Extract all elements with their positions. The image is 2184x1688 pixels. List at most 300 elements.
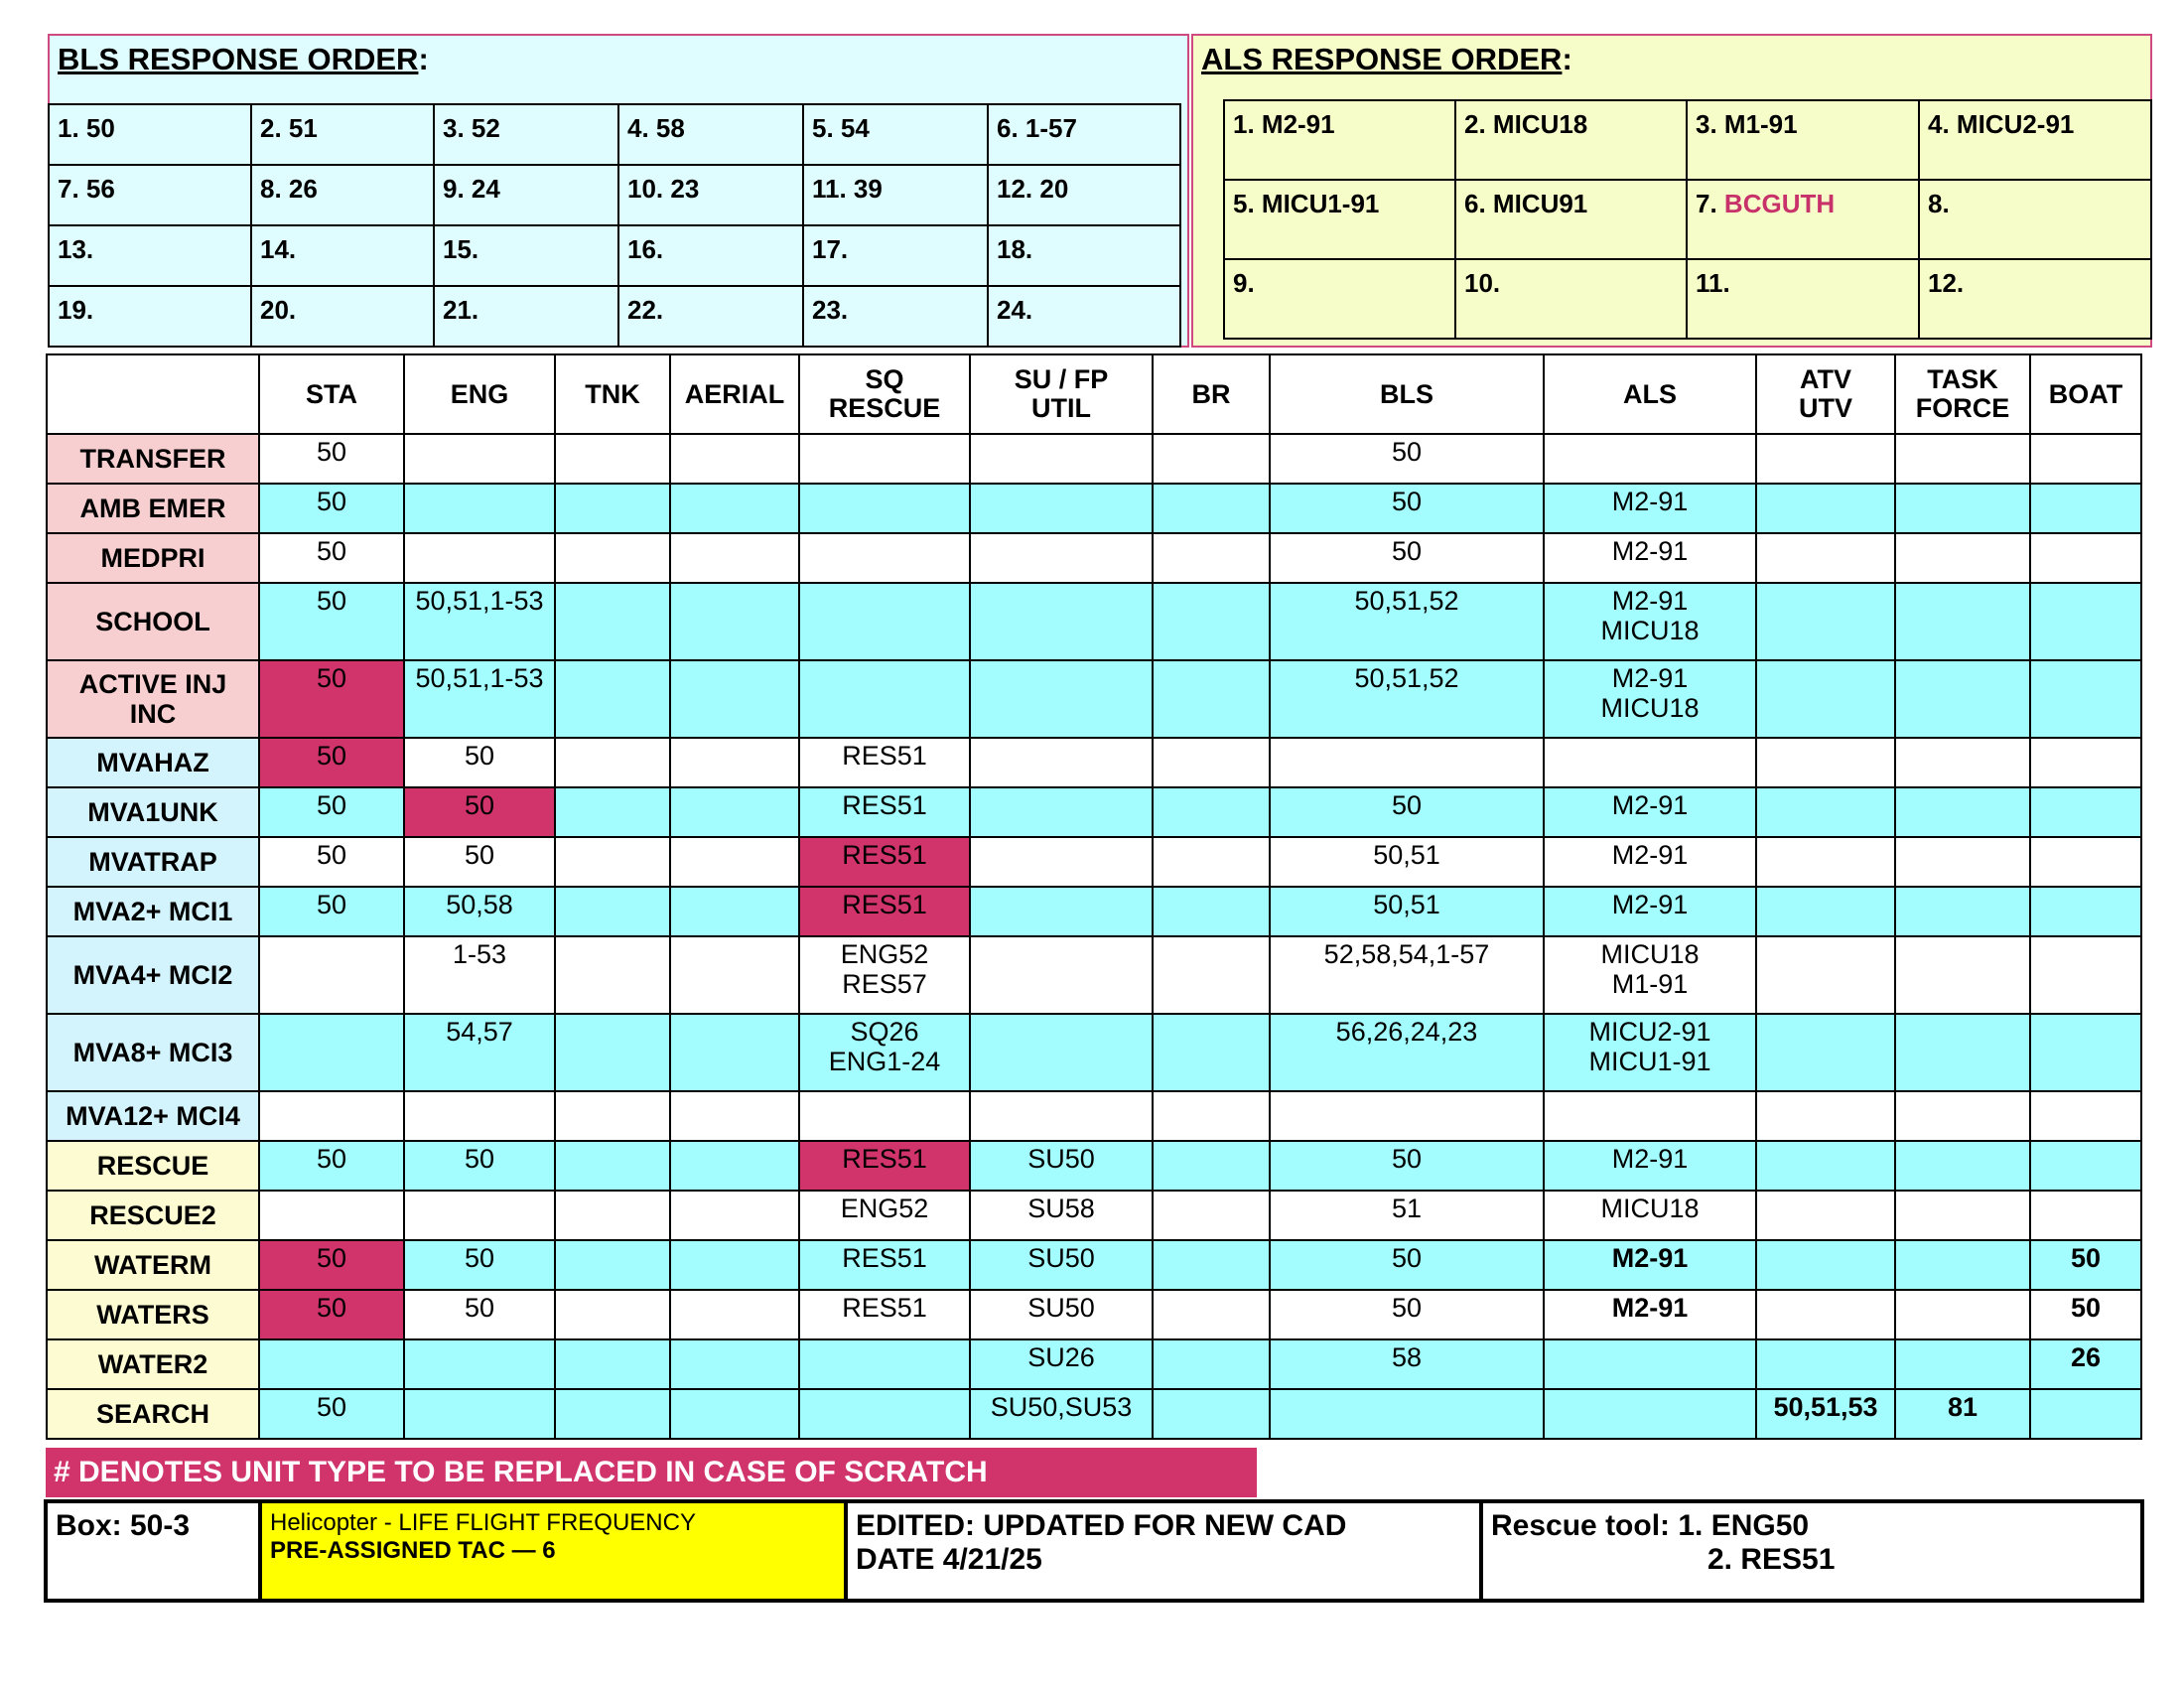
table-cell xyxy=(555,1339,670,1389)
table-cell xyxy=(1895,1091,2030,1141)
footer-table xyxy=(44,1499,2144,1603)
table-cell: RES51 xyxy=(799,787,970,837)
cell-line: MICU18 xyxy=(1600,939,1700,969)
table-cell xyxy=(1895,787,2030,837)
bls-order-cell: 15. xyxy=(434,225,618,286)
table-cell: 50 xyxy=(259,533,404,583)
bls-order-cell: 22. xyxy=(618,286,803,347)
cell-line: MICU2-91 xyxy=(1588,1017,1711,1047)
table-row xyxy=(47,1290,2141,1339)
box-number: Box: 50-3 xyxy=(46,1501,260,1601)
bls-order-cell: 8. 26 xyxy=(251,165,434,225)
als-order-cell: 9. xyxy=(1224,259,1455,339)
table-cell xyxy=(555,1014,670,1091)
table-cell xyxy=(670,1339,799,1389)
table-cell xyxy=(970,434,1153,484)
als-order-cell: 8. xyxy=(1919,180,2151,259)
table-row xyxy=(47,787,2141,837)
table-cell: 50 xyxy=(404,787,555,837)
table-cell xyxy=(2030,1141,2141,1191)
table-cell xyxy=(2030,936,2141,1014)
table-row xyxy=(47,533,2141,583)
table-row xyxy=(47,434,2141,484)
cell-line: ENG xyxy=(450,378,509,409)
table-cell xyxy=(1756,1290,1895,1339)
bls-order-cell: 12. 20 xyxy=(988,165,1180,225)
bls-order-row xyxy=(49,286,1180,347)
table-cell xyxy=(1756,1191,1895,1240)
cell-line: MICU1-91 xyxy=(1588,1047,1711,1076)
edited-line: EDITED: UPDATED FOR NEW CAD xyxy=(856,1509,1347,1542)
column-header xyxy=(799,354,970,434)
cell-line: SU / FP xyxy=(1014,364,1109,394)
table-cell xyxy=(259,1014,404,1091)
table-cell xyxy=(1895,434,2030,484)
table-cell xyxy=(2030,1191,2141,1240)
table-cell xyxy=(1756,583,1895,660)
table-cell xyxy=(1756,738,1895,787)
bls-order-row xyxy=(49,104,1180,165)
table-row xyxy=(47,1091,2141,1141)
row-label: MVAHAZ xyxy=(47,738,259,787)
cell-line: SQ26 xyxy=(850,1017,919,1047)
cell-line: MICU18 xyxy=(1600,693,1700,723)
table-cell xyxy=(670,787,799,837)
cell-line: RESCUE xyxy=(828,393,941,423)
table-cell: 50,51,53 xyxy=(1756,1389,1895,1439)
table-cell xyxy=(1270,1091,1544,1141)
table-cell xyxy=(555,887,670,936)
table-cell xyxy=(1895,660,2030,738)
cell-line: M2-91 xyxy=(1611,663,1689,693)
table-cell xyxy=(1153,738,1270,787)
table-cell xyxy=(404,484,555,533)
bls-order-cell: 3. 52 xyxy=(434,104,618,165)
table-cell xyxy=(555,1141,670,1191)
table-cell: 50,51 xyxy=(1270,887,1544,936)
table-cell xyxy=(555,738,670,787)
table-cell xyxy=(555,1389,670,1439)
table-cell xyxy=(1895,1014,2030,1091)
cell-line: STA xyxy=(306,378,357,409)
row-label: RESCUE2 xyxy=(47,1191,259,1240)
row-label: MVA4+ MCI2 xyxy=(47,936,259,1014)
table-cell: 50 xyxy=(2030,1240,2141,1290)
table-cell xyxy=(970,787,1153,837)
table-row xyxy=(47,660,2141,738)
table-cell xyxy=(670,1014,799,1091)
table-cell xyxy=(799,660,970,738)
table-cell: 1-53 xyxy=(404,936,555,1014)
table-cell: 50 xyxy=(259,1389,404,1439)
column-header xyxy=(670,354,799,434)
table-cell xyxy=(670,1191,799,1240)
table-cell: 50 xyxy=(259,434,404,484)
table-cell: 50 xyxy=(1270,1141,1544,1191)
table-cell xyxy=(670,583,799,660)
table-row xyxy=(47,1240,2141,1290)
table-row xyxy=(47,1141,2141,1191)
table-cell xyxy=(1153,1290,1270,1339)
table-cell: SU50 xyxy=(970,1240,1153,1290)
table-cell xyxy=(1544,1339,1756,1389)
table-cell xyxy=(1153,887,1270,936)
table-cell xyxy=(1895,583,2030,660)
table-row xyxy=(47,837,2141,887)
table-cell: 51 xyxy=(1270,1191,1544,1240)
row-label: MVA12+ MCI4 xyxy=(47,1091,259,1141)
table-cell: 50 xyxy=(259,887,404,936)
cell-line: M2-91 xyxy=(1611,586,1689,616)
table-cell xyxy=(670,1389,799,1439)
table-cell xyxy=(2030,1389,2141,1439)
table-cell xyxy=(970,533,1153,583)
column-header xyxy=(555,354,670,434)
table-cell xyxy=(1153,1141,1270,1191)
table-cell: SU50 xyxy=(970,1141,1153,1191)
table-cell xyxy=(1756,787,1895,837)
table-cell: 50 xyxy=(1270,1290,1544,1339)
table-cell: M2-91 xyxy=(1544,887,1756,936)
table-cell xyxy=(1544,660,1756,738)
table-cell: 50 xyxy=(1270,1240,1544,1290)
table-cell xyxy=(404,1091,555,1141)
table-cell: SU50,SU53 xyxy=(970,1389,1153,1439)
bls-order-cell: 17. xyxy=(803,225,988,286)
table-cell xyxy=(1544,738,1756,787)
table-cell xyxy=(799,533,970,583)
table-cell xyxy=(799,1389,970,1439)
cell-line: ATV xyxy=(1800,364,1851,394)
table-cell xyxy=(1544,1389,1756,1439)
als-order-highlight: BCGUTH xyxy=(1723,189,1836,218)
bls-order-cell: 1. 50 xyxy=(49,104,251,165)
table-cell xyxy=(799,936,970,1014)
cell-line: SQ xyxy=(865,364,904,394)
rescue-tool-info xyxy=(1481,1501,2142,1601)
als-order-row xyxy=(1224,180,2151,259)
table-cell: M2-91 xyxy=(1544,484,1756,533)
als-panel-title: ALS RESPONSE ORDER: xyxy=(1201,42,1572,76)
table-cell: 50 xyxy=(404,1290,555,1339)
table-cell xyxy=(555,533,670,583)
table-row xyxy=(47,887,2141,936)
bls-order-cell: 13. xyxy=(49,225,251,286)
bls-order-cell: 20. xyxy=(251,286,434,347)
als-order-cell: 3. M1-91 xyxy=(1687,100,1919,180)
table-cell xyxy=(1544,583,1756,660)
table-cell xyxy=(555,484,670,533)
bls-order-cell: 4. 58 xyxy=(618,104,803,165)
als-response-order-panel xyxy=(1191,34,2152,348)
table-cell: RES51 xyxy=(799,1240,970,1290)
table-cell xyxy=(259,936,404,1014)
table-cell xyxy=(1895,1240,2030,1290)
table-cell xyxy=(1756,533,1895,583)
table-cell xyxy=(259,1339,404,1389)
table-cell xyxy=(670,1141,799,1191)
table-cell xyxy=(1153,583,1270,660)
table-cell xyxy=(1153,533,1270,583)
als-order-cell: 10. xyxy=(1455,259,1687,339)
table-cell xyxy=(2030,738,2141,787)
table-cell xyxy=(1153,434,1270,484)
cell-line: ALS xyxy=(1623,378,1677,409)
response-matrix-table xyxy=(46,353,2142,1440)
bls-order-cell: 14. xyxy=(251,225,434,286)
table-cell xyxy=(670,533,799,583)
table-cell xyxy=(1756,660,1895,738)
table-cell xyxy=(970,583,1153,660)
als-order-cell: 12. xyxy=(1919,259,2151,339)
bls-order-row xyxy=(49,225,1180,286)
table-cell xyxy=(404,533,555,583)
table-cell xyxy=(1153,1389,1270,1439)
table-cell xyxy=(670,1240,799,1290)
table-cell xyxy=(670,887,799,936)
edited-info xyxy=(846,1501,1481,1601)
table-cell xyxy=(1895,936,2030,1014)
heli-frequency: Helicopter - LIFE FLIGHT FREQUENCY xyxy=(270,1509,696,1536)
table-cell xyxy=(555,936,670,1014)
table-cell xyxy=(799,1091,970,1141)
als-order-grid xyxy=(1223,99,2152,340)
cell-line: UTV xyxy=(1799,393,1852,423)
table-cell: SU26 xyxy=(970,1339,1153,1389)
table-cell xyxy=(670,738,799,787)
row-label: MVA2+ MCI1 xyxy=(47,887,259,936)
table-cell: 50,51,52 xyxy=(1270,583,1544,660)
edited-date: DATE 4/21/25 xyxy=(856,1543,1042,1576)
table-cell xyxy=(970,660,1153,738)
table-cell xyxy=(1895,887,2030,936)
bls-order-cell: 24. xyxy=(988,286,1180,347)
table-cell xyxy=(670,660,799,738)
bls-order-cell: 23. xyxy=(803,286,988,347)
table-cell xyxy=(670,1290,799,1339)
bls-order-cell: 10. 23 xyxy=(618,165,803,225)
bls-order-row xyxy=(49,165,1180,225)
column-header xyxy=(404,354,555,434)
als-order-cell: 4. MICU2-91 xyxy=(1919,100,2151,180)
bls-response-order-panel xyxy=(48,34,1189,348)
table-cell xyxy=(1756,837,1895,887)
table-cell xyxy=(555,660,670,738)
als-order-cell: 2. MICU18 xyxy=(1455,100,1687,180)
table-cell xyxy=(1756,1240,1895,1290)
column-header xyxy=(1895,354,2030,434)
als-order-cell: 11. xyxy=(1687,259,1919,339)
table-cell xyxy=(1756,1339,1895,1389)
table-cell xyxy=(1270,1389,1544,1439)
table-cell xyxy=(1756,484,1895,533)
table-cell xyxy=(404,1389,555,1439)
table-cell: RES51 xyxy=(799,837,970,887)
table-cell xyxy=(404,434,555,484)
table-cell xyxy=(970,936,1153,1014)
bls-order-cell: 2. 51 xyxy=(251,104,434,165)
table-cell: M2-91 xyxy=(1544,837,1756,887)
table-cell xyxy=(2030,533,2141,583)
table-row xyxy=(47,1191,2141,1240)
bls-order-cell: 16. xyxy=(618,225,803,286)
cell-line: MICU18 xyxy=(1600,616,1700,645)
table-cell: ENG52 xyxy=(799,1191,970,1240)
table-cell xyxy=(555,1240,670,1290)
heli-tac: PRE-ASSIGNED TAC — 6 xyxy=(270,1537,556,1564)
row-label: MEDPRI xyxy=(47,533,259,583)
table-cell xyxy=(1544,1014,1756,1091)
table-cell xyxy=(1895,1339,2030,1389)
table-cell xyxy=(1895,1290,2030,1339)
table-cell: 50 xyxy=(259,787,404,837)
table-cell xyxy=(970,738,1153,787)
table-cell: 50 xyxy=(259,1141,404,1191)
column-header xyxy=(2030,354,2141,434)
table-cell: 50 xyxy=(259,738,404,787)
row-label: MVATRAP xyxy=(47,837,259,887)
table-cell xyxy=(404,1191,555,1240)
table-cell xyxy=(1153,1191,1270,1240)
table-cell: 50 xyxy=(1270,787,1544,837)
table-cell xyxy=(2030,1091,2141,1141)
table-cell: 50 xyxy=(259,583,404,660)
table-cell: M2-91 xyxy=(1544,1290,1756,1339)
cell-line: ENG1-24 xyxy=(828,1047,941,1076)
table-cell: RES51 xyxy=(799,887,970,936)
rescue-tool-1: Rescue tool: 1. ENG50 xyxy=(1491,1509,1810,1542)
table-cell xyxy=(2030,484,2141,533)
table-cell: 50,58 xyxy=(404,887,555,936)
table-cell xyxy=(1153,1240,1270,1290)
table-cell: 58 xyxy=(1270,1339,1544,1389)
row-label: SEARCH xyxy=(47,1389,259,1439)
table-cell xyxy=(1895,533,2030,583)
table-cell xyxy=(555,1191,670,1240)
table-cell: 50 xyxy=(1270,533,1544,583)
table-cell: 50 xyxy=(259,837,404,887)
table-cell: 50,51,1-53 xyxy=(404,660,555,738)
table-cell xyxy=(2030,887,2141,936)
table-cell xyxy=(670,936,799,1014)
table-cell: 50 xyxy=(259,660,404,738)
rescue-tool-2: 2. RES51 xyxy=(1707,1543,1836,1576)
table-cell: 50 xyxy=(259,1290,404,1339)
table-cell xyxy=(259,1191,404,1240)
table-cell xyxy=(1153,660,1270,738)
table-cell xyxy=(670,1091,799,1141)
table-row xyxy=(47,738,2141,787)
table-cell xyxy=(1756,887,1895,936)
table-cell xyxy=(2030,660,2141,738)
cell-line: INC xyxy=(129,699,177,729)
helicopter-info xyxy=(260,1501,846,1601)
table-cell: 50 xyxy=(404,738,555,787)
table-cell: 50 xyxy=(404,1141,555,1191)
row-label: MVA8+ MCI3 xyxy=(47,1014,259,1091)
table-row xyxy=(47,936,2141,1014)
table-cell: MICU18 xyxy=(1544,1191,1756,1240)
table-cell xyxy=(1544,936,1756,1014)
table-cell xyxy=(2030,1014,2141,1091)
table-cell xyxy=(1756,1014,1895,1091)
table-cell xyxy=(670,484,799,533)
table-cell xyxy=(970,1014,1153,1091)
table-cell: 54,57 xyxy=(404,1014,555,1091)
row-label: WATER2 xyxy=(47,1339,259,1389)
table-cell: 50,51,52 xyxy=(1270,660,1544,738)
table-cell: M2-91 xyxy=(1544,1141,1756,1191)
column-header xyxy=(1153,354,1270,434)
table-cell xyxy=(970,484,1153,533)
column-header xyxy=(970,354,1153,434)
table-cell: 50 xyxy=(1270,434,1544,484)
table-row xyxy=(47,484,2141,533)
bls-order-cell: 11. 39 xyxy=(803,165,988,225)
table-cell xyxy=(1895,837,2030,887)
als-order-cell: 1. M2-91 xyxy=(1224,100,1455,180)
table-cell xyxy=(1895,1141,2030,1191)
cell-line: ENG52 xyxy=(840,939,929,969)
table-cell xyxy=(1895,738,2030,787)
table-cell xyxy=(2030,583,2141,660)
table-cell xyxy=(555,837,670,887)
table-cell xyxy=(1756,936,1895,1014)
table-cell: M2-91 xyxy=(1544,533,1756,583)
column-header xyxy=(47,354,259,434)
bls-order-cell: 18. xyxy=(988,225,1180,286)
column-header xyxy=(259,354,404,434)
table-cell: 50 xyxy=(1270,484,1544,533)
bls-order-cell: 21. xyxy=(434,286,618,347)
row-label xyxy=(47,660,259,738)
als-order-cell: 6. MICU91 xyxy=(1455,180,1687,259)
table-cell xyxy=(1544,434,1756,484)
table-cell: 26 xyxy=(2030,1339,2141,1389)
cell-line: BOAT xyxy=(2048,378,2123,409)
table-cell: 50 xyxy=(2030,1290,2141,1339)
bls-order-grid xyxy=(48,103,1181,348)
cell-line: TASK xyxy=(1927,364,1998,394)
table-row xyxy=(47,583,2141,660)
bls-order-cell: 7. 56 xyxy=(49,165,251,225)
column-header xyxy=(1544,354,1756,434)
table-cell xyxy=(555,1091,670,1141)
cell-line: UTIL xyxy=(1031,393,1091,423)
table-cell xyxy=(1756,434,1895,484)
bls-panel-title: BLS RESPONSE ORDER: xyxy=(58,42,429,76)
table-cell xyxy=(555,1290,670,1339)
scratch-note-banner: # DENOTES UNIT TYPE TO BE REPLACED IN CASE OF SCRATCH xyxy=(46,1448,1257,1497)
table-cell xyxy=(1153,484,1270,533)
table-cell xyxy=(2030,434,2141,484)
table-cell xyxy=(1153,936,1270,1014)
table-cell xyxy=(799,1339,970,1389)
bls-order-cell: 19. xyxy=(49,286,251,347)
table-cell xyxy=(2030,787,2141,837)
table-cell xyxy=(1895,484,2030,533)
table-cell: 81 xyxy=(1895,1389,2030,1439)
table-cell xyxy=(799,1014,970,1091)
table-cell xyxy=(1756,1091,1895,1141)
table-cell xyxy=(670,434,799,484)
table-cell xyxy=(970,1091,1153,1141)
table-row xyxy=(47,1389,2141,1439)
table-cell xyxy=(259,1091,404,1141)
table-cell xyxy=(1153,787,1270,837)
cell-line: RES57 xyxy=(842,969,927,999)
table-cell xyxy=(555,583,670,660)
